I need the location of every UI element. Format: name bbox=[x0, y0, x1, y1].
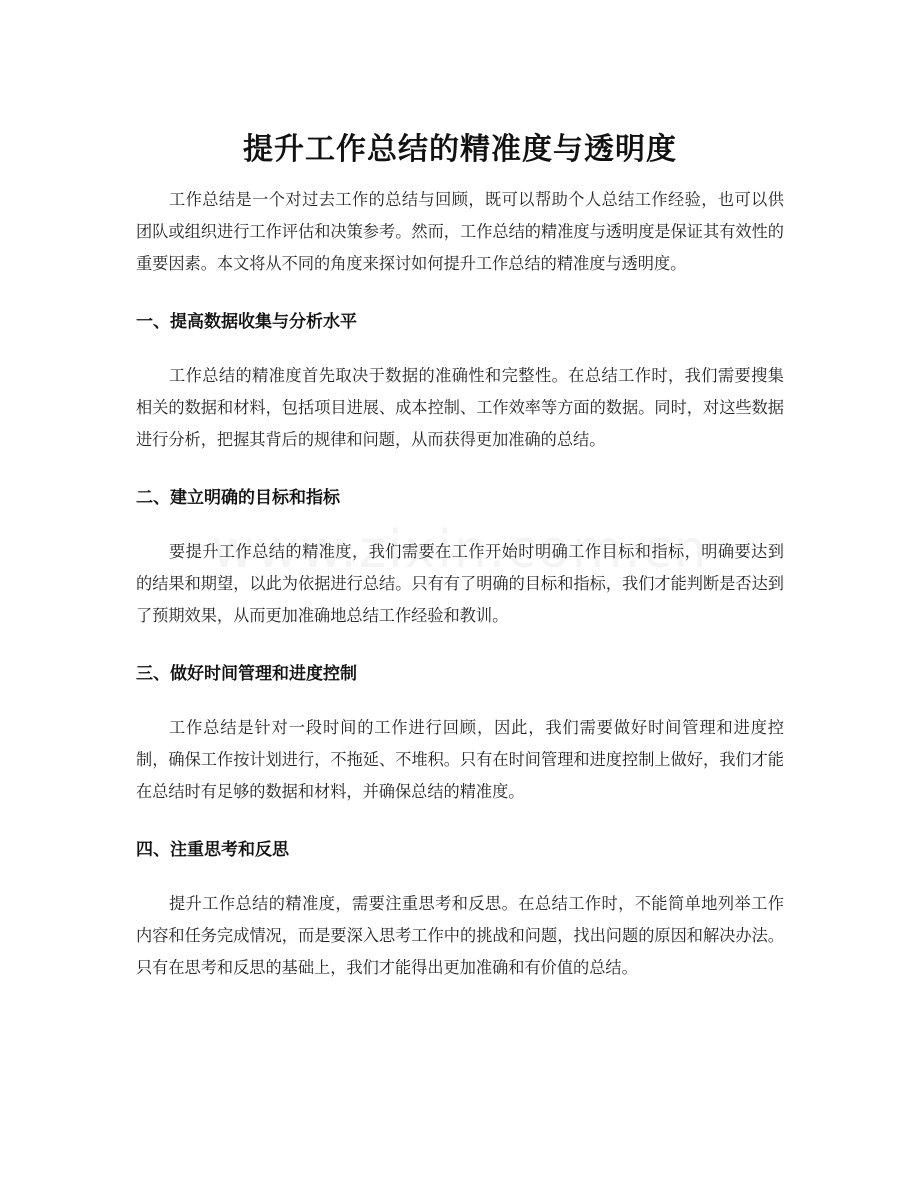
section-heading-1: 一、提高数据收集与分析水平 bbox=[136, 312, 357, 332]
section-body-4: 提升工作总结的精准度，需要注重思考和反思。在总结工作时，不能简单地列举工作内容和任务完成情况，而是要深入思考工作中的挑战和问题，找出问题的原因和解决办法。只有在思考和反思的基础上，我们才能得出更加准确和有价值的总结。 bbox=[136, 894, 784, 977]
section-body-2: 要提升工作总结的精准度，我们需要在工作开始时明确工作目标和指标，明确要达到的结果和期望，以此为依据进行总结。只有有了明确的目标和指标，我们才能判断是否达到了预期效果，从而更加准确地总结工作经验和教训。 bbox=[136, 542, 784, 625]
section-body-3: 工作总结是针对一段时间的工作进行回顾，因此，我们需要做好时间管理和进度控制，确保工作按计划进行，不拖延、不堆积。只有在时间管理和进度控制上做好，我们才能在总结时有足够的数据和材料，并确保总结的精准度。 bbox=[136, 718, 784, 801]
document-body bbox=[136, 184, 784, 984]
section-heading-4: 四、注重思考和反思 bbox=[136, 840, 289, 860]
document-title: 提升工作总结的精准度与透明度 bbox=[243, 132, 677, 168]
section-body-1: 工作总结的精准度首先取决于数据的准确性和完整性。在总结工作时，我们需要搜集相关的数据和材料，包括项目进展、成本控制、工作效率等方面的数据。同时，对这些数据进行分析，把握其背后的规律和问题，从而获得更加准确的总结。 bbox=[136, 366, 784, 449]
section-heading-2: 二、建立明确的目标和指标 bbox=[136, 488, 340, 508]
intro-paragraph: 工作总结是一个对过去工作的总结与回顾，既可以帮助个人总结工作经验，也可以供团队或组织进行工作评估和决策参考。然而，工作总结的精准度与透明度是保证其有效性的重要因素。本文将从不同的角度来探讨如何提升工作总结的精准度与透明度。 bbox=[136, 190, 784, 273]
section-heading-3: 三、做好时间管理和进度控制 bbox=[136, 664, 357, 684]
